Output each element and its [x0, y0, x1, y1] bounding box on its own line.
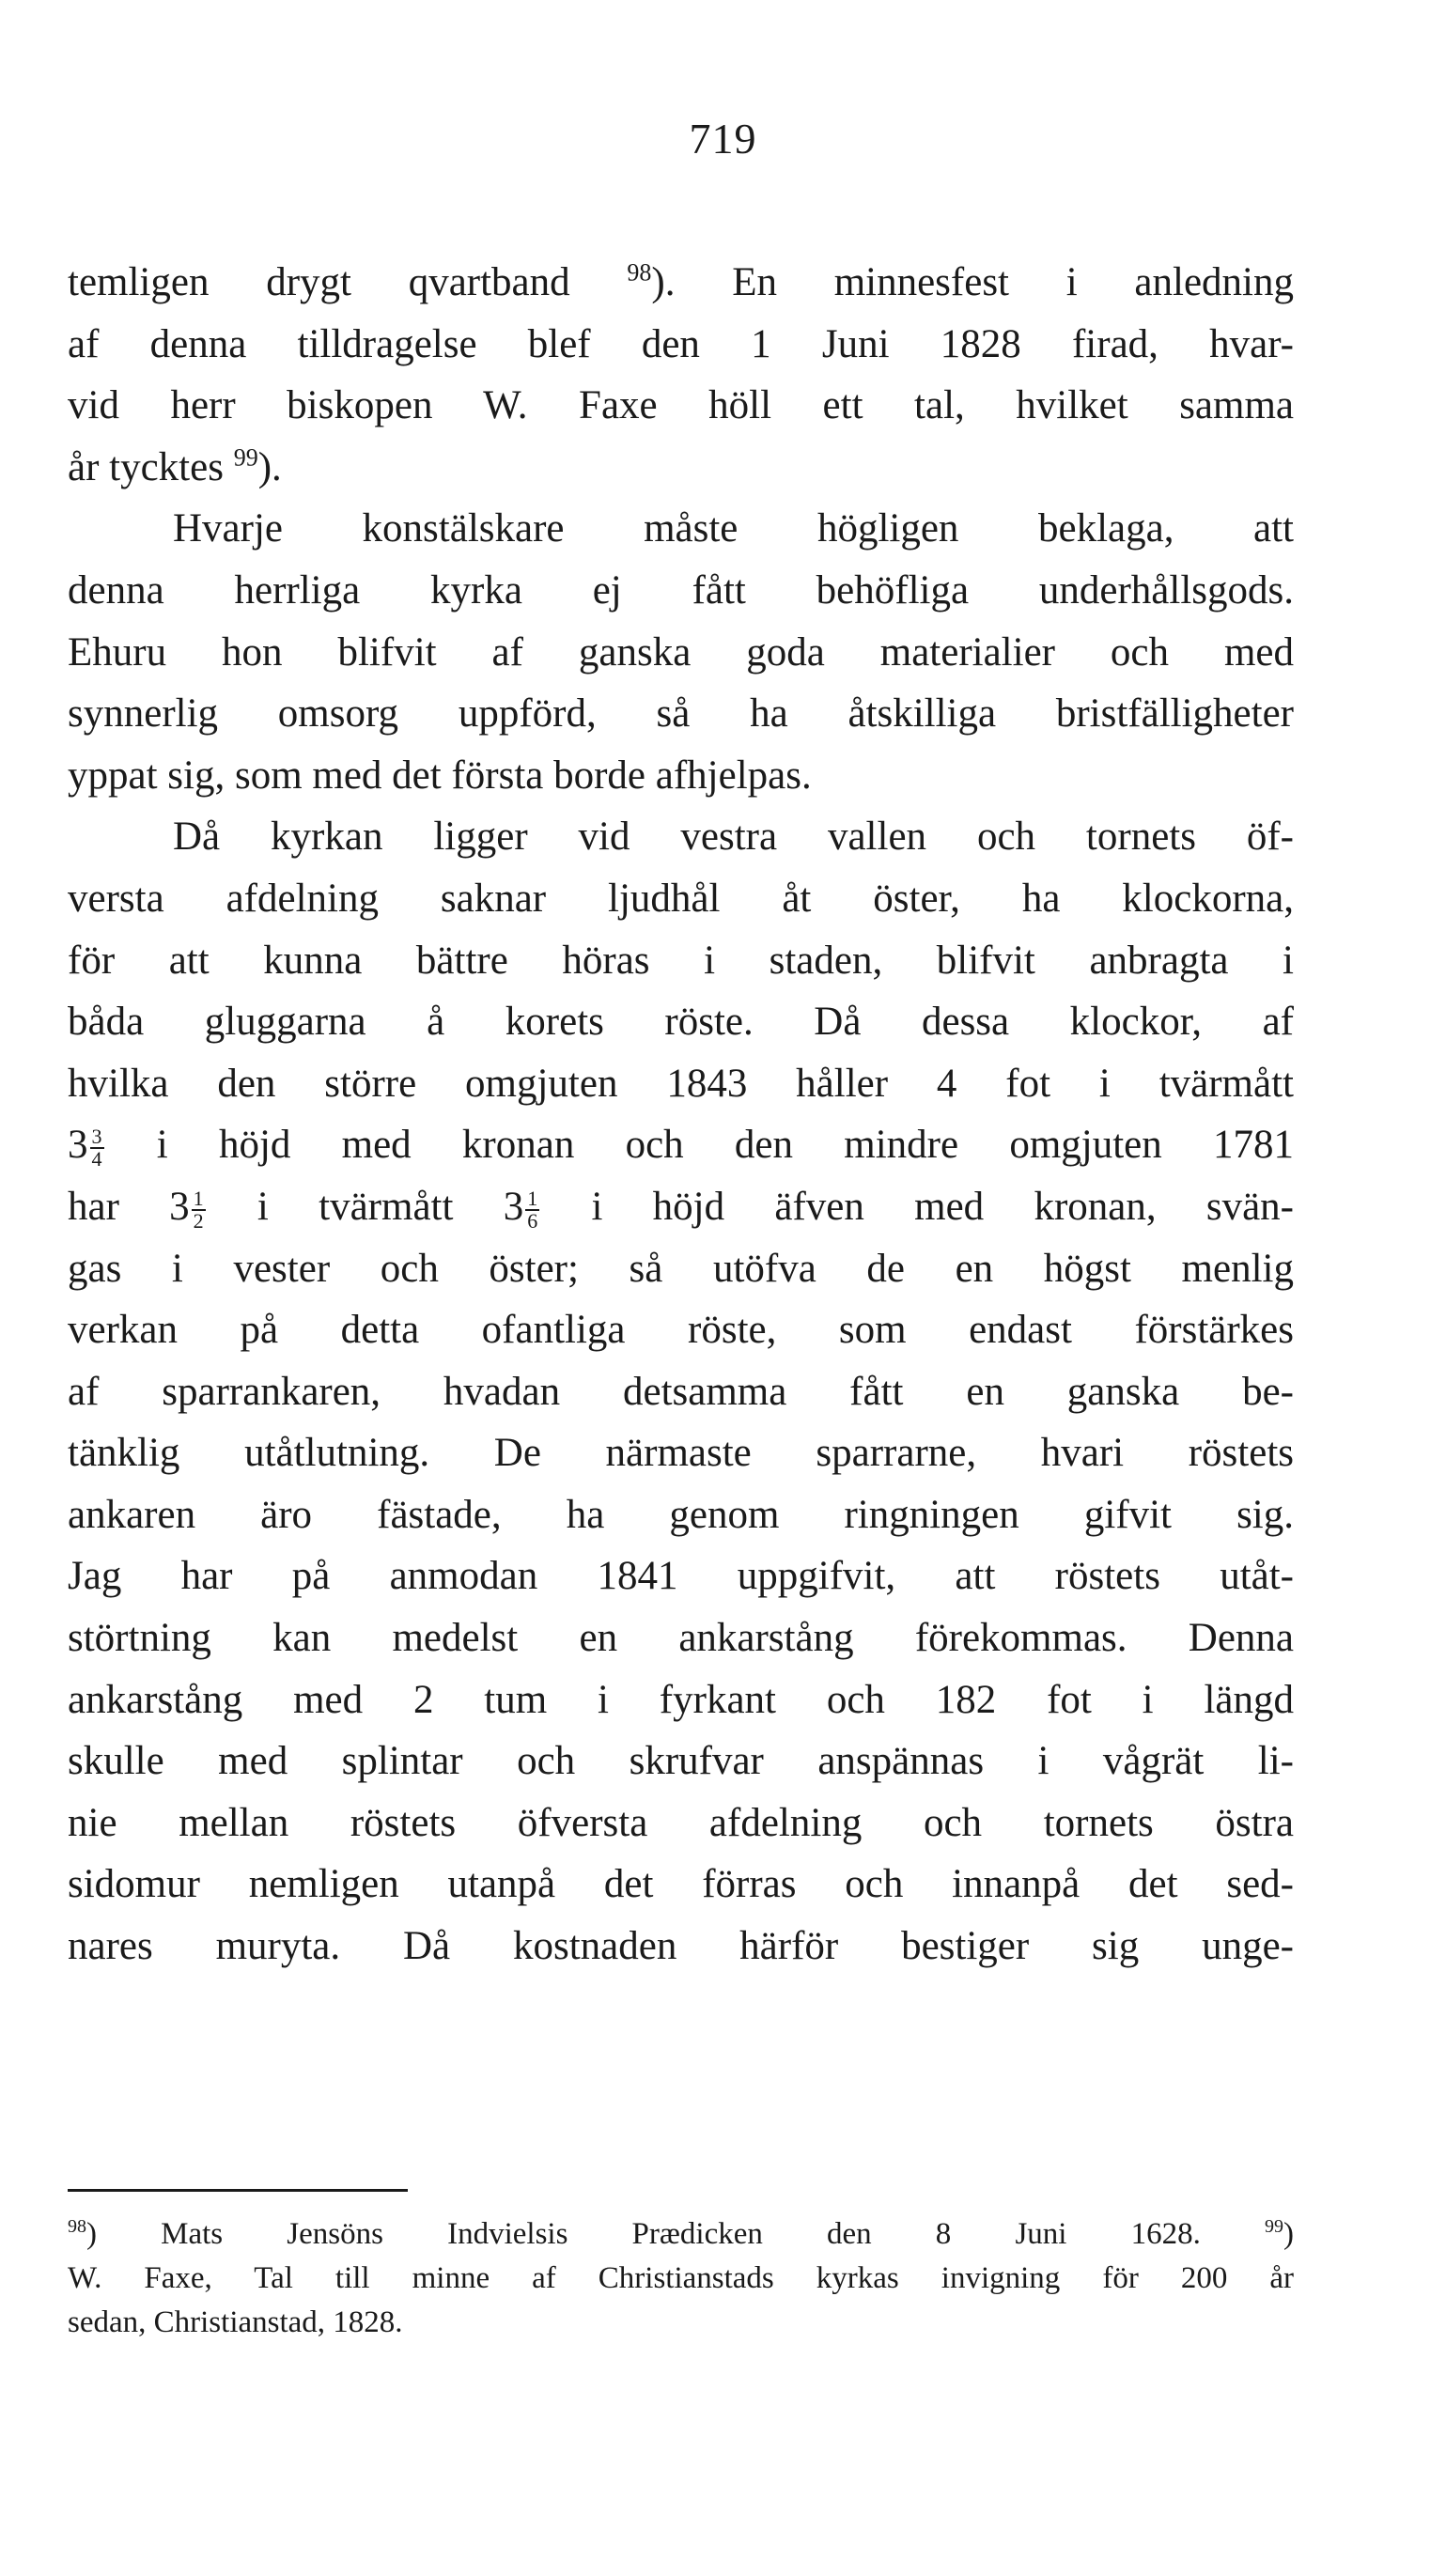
footnotes: [68, 2212, 1294, 2345]
footnote-ref: 98: [627, 258, 652, 287]
text-segment: ).: [257, 444, 282, 489]
text-line: denna herrliga kyrka ej fått behöfliga underhållsgods.: [68, 567, 1294, 613]
fraction: [90, 1126, 104, 1170]
footnote-divider: [68, 2189, 408, 2192]
text-line: ankarstång med 2 tum i fyrkant och 182 fot i längd: [68, 1677, 1294, 1722]
footnote-line: sedan, Christianstad, 1828.: [68, 2305, 403, 2339]
fraction-denominator: 6: [527, 1209, 538, 1234]
text-line: [68, 1114, 1294, 1176]
text-line: nie mellan röstets öfversta afdelning och tornets östra: [68, 1800, 1294, 1845]
text-line: Ehuru hon blifvit af ganska goda materialier och med: [68, 629, 1294, 675]
text-segment: i tvärmått 3: [207, 1184, 524, 1229]
body-text: [68, 252, 1294, 1978]
text-line: störtning kan medelst en ankarstång förekommas. Denna: [68, 1616, 1294, 1661]
text-line: nares muryta. Då kostnaden härför bestiger sig unge-: [68, 1924, 1294, 1969]
fraction: [525, 1188, 539, 1232]
text-segment: 3: [68, 1123, 88, 1168]
footnote-line: [68, 2212, 1294, 2257]
footnote-line: W. Faxe, Tal till minne af Christianstads kyrkas invigning för 200 år: [68, 2261, 1294, 2295]
fraction-denominator: 4: [91, 1147, 102, 1172]
footnote-marker: 99: [1265, 2216, 1283, 2237]
text-line: yppat sig, som med det första borde afhjelpas.: [68, 753, 812, 798]
footnote-text: ) Mats Jensöns Indvielsis Prædicken den 8 Juni 1628.: [86, 2217, 1265, 2251]
fraction-numerator: 3: [91, 1125, 102, 1149]
fraction: [192, 1188, 206, 1232]
text-segment: har 3: [68, 1184, 190, 1229]
page-number: 719: [689, 115, 757, 163]
fraction-denominator: 2: [193, 1209, 204, 1234]
text-segment: i höjd med kronan och den mindre omgjuten 1781: [105, 1123, 1294, 1168]
fraction-numerator: 1: [527, 1187, 538, 1211]
text-segment: temligen drygt qvartband: [68, 260, 628, 304]
footnote-marker: 98: [68, 2216, 86, 2237]
footnote-ref: 99: [233, 443, 258, 472]
text-line: sidomur nemligen utanpå det förras och innanpå det sed-: [68, 1862, 1294, 1907]
text-line: af denna tilldragelse blef den 1 Juni 1828 firad, hvar-: [68, 321, 1294, 366]
text-line: tänklig utåtlutning. De närmaste sparrarne, hvari röstets: [68, 1431, 1294, 1476]
text-line: versta afdelning saknar ljudhål åt öster, ha klockorna,: [68, 876, 1294, 921]
text-line: ankaren äro fästade, ha genom ringningen gifvit sig.: [68, 1492, 1294, 1537]
text-line: vid herr biskopen W. Faxe höll ett tal, hvilket samma: [68, 383, 1294, 428]
text-line: hvilka den större omgjuten 1843 håller 4 fot i tvärmått: [68, 1061, 1294, 1106]
footnote-text: ): [1283, 2217, 1294, 2251]
text-line: gas i vester och öster; så utöfva de en högst menlig: [68, 1246, 1294, 1291]
text-line: Då kyrkan ligger vid vestra vallen och tornets öf-: [173, 815, 1294, 860]
text-segment: ). En minnesfest i anledning: [651, 260, 1294, 304]
text-line: Hvarje konstälskare måste högligen beklaga, att: [173, 506, 1294, 551]
text-line: [68, 252, 1294, 314]
text-segment: i höjd äfven med kronan, svän-: [541, 1184, 1294, 1229]
text-line: [68, 437, 1294, 499]
text-line: skulle med splintar och skrufvar anspännas i vågrät li-: [68, 1739, 1294, 1784]
text-line: för att kunna bättre höras i staden, blifvit anbragta i: [68, 938, 1294, 983]
text-line: af sparrankaren, hvadan detsamma fått en ganska be-: [68, 1369, 1294, 1414]
text-segment: år tycktes: [68, 444, 234, 489]
fraction-numerator: 1: [193, 1187, 204, 1211]
text-line: synnerlig omsorg uppförd, så ha åtskilliga bristfälligheter: [68, 691, 1294, 737]
text-line: verkan på detta ofantliga röste, som endast förstärkes: [68, 1308, 1294, 1353]
text-line: båda gluggarna å korets röste. Då dessa klockor, af: [68, 1000, 1294, 1045]
text-line: Jag har på anmodan 1841 uppgifvit, att röstets utåt-: [68, 1554, 1294, 1599]
text-line: [68, 1176, 1294, 1238]
